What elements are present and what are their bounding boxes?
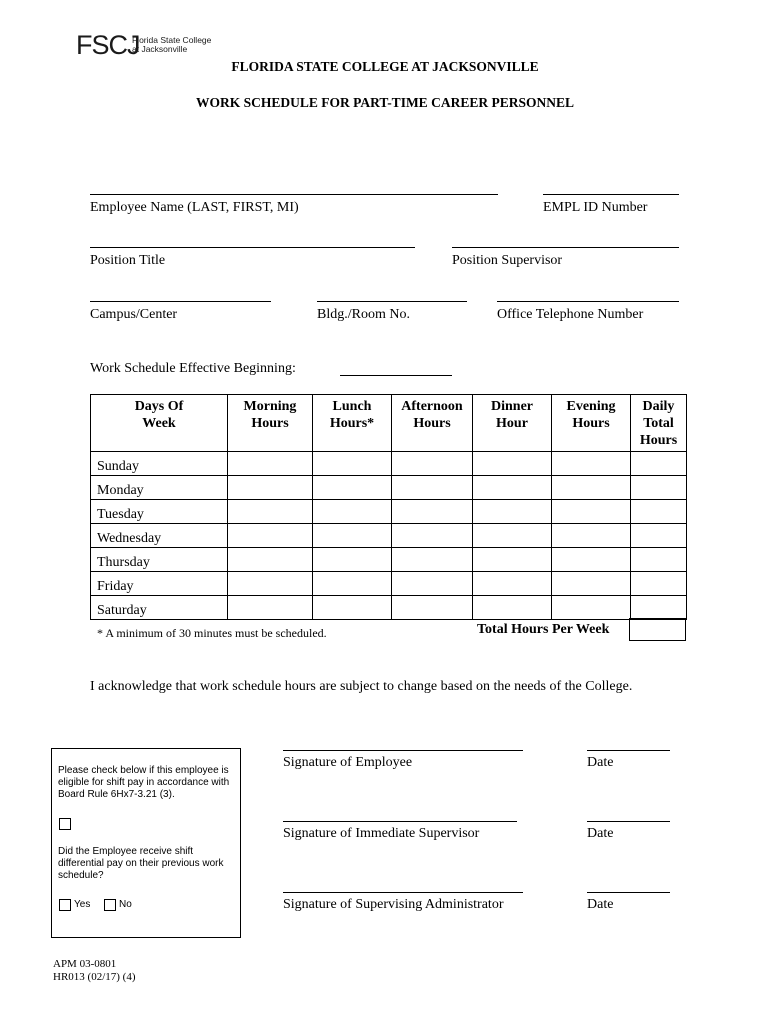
logo-line-2: at Jacksonville [132,44,188,54]
hours-cell[interactable] [392,476,473,500]
hours-cell[interactable] [228,500,313,524]
supervisor-date-label: Date [587,826,614,841]
hours-cell[interactable] [631,452,687,476]
hours-cell[interactable] [313,524,392,548]
footer-line-1: APM 03-0801 [53,958,117,970]
shift-pay-box [51,748,241,938]
administrator-signature-label: Signature of Supervising Administrator [283,897,504,912]
lunch-note: * A minimum of 30 minutes must be scheduled. [97,626,327,640]
hours-cell[interactable] [552,596,631,620]
hours-cell[interactable] [473,452,552,476]
schedule-table [90,394,687,620]
hours-cell[interactable] [473,524,552,548]
acknowledgement-text: I acknowledge that work schedule hours are subject to change based on the needs of the College. [90,679,633,694]
hours-cell[interactable] [313,452,392,476]
position-supervisor-line[interactable] [452,247,679,248]
effective-label: Work Schedule Effective Beginning: [90,361,296,376]
effective-date-line[interactable] [340,375,452,376]
hours-cell[interactable] [631,476,687,500]
hours-cell[interactable] [631,572,687,596]
no-checkbox[interactable] [104,899,116,911]
position-title-line[interactable] [90,247,415,248]
hours-cell[interactable] [392,524,473,548]
total-hours-label: Total Hours Per Week [477,622,610,637]
day-label: Tuesday [91,500,228,524]
empl-id-label: EMPL ID Number [543,200,648,215]
hours-cell[interactable] [552,524,631,548]
hours-cell[interactable] [631,596,687,620]
header-dinner: Dinner Hour [473,395,552,452]
hours-cell[interactable] [228,596,313,620]
table-row [91,572,687,596]
day-label: Saturday [91,596,228,620]
shift-previous-text: Did the Employee receive shift differential pay on their previous work schedule? [58,846,224,881]
yes-checkbox[interactable] [59,899,71,911]
phone-label: Office Telephone Number [497,307,644,322]
hours-cell[interactable] [313,500,392,524]
header-days: Days Of Week [91,395,228,452]
table-row [91,452,687,476]
header-lunch: Lunch Hours* [313,395,392,452]
employee-signature-line[interactable] [283,750,523,751]
bldg-label: Bldg./Room No. [317,307,410,322]
form-code [53,958,136,984]
empl-id-line[interactable] [543,194,679,195]
hours-cell[interactable] [552,548,631,572]
position-supervisor-label: Position Supervisor [452,253,563,268]
schedule-header-row [91,395,687,452]
hours-cell[interactable] [392,548,473,572]
table-row [91,476,687,500]
hours-cell[interactable] [313,548,392,572]
day-label: Wednesday [91,524,228,548]
table-row [91,548,687,572]
day-label: Thursday [91,548,228,572]
day-label: Monday [91,476,228,500]
page-title: FLORIDA STATE COLLEGE AT JACKSONVILLE [231,59,539,74]
hours-cell[interactable] [631,500,687,524]
day-label: Friday [91,572,228,596]
header-morning: Morning Hours [228,395,313,452]
administrator-date-label: Date [587,897,614,912]
hours-cell[interactable] [473,548,552,572]
hours-cell[interactable] [631,524,687,548]
table-row [91,524,687,548]
shift-eligible-checkbox[interactable] [59,818,71,830]
employee-date-label: Date [587,755,614,770]
hours-cell[interactable] [552,500,631,524]
hours-cell[interactable] [473,572,552,596]
hours-cell[interactable] [392,500,473,524]
hours-cell[interactable] [552,572,631,596]
table-row [91,500,687,524]
hours-cell[interactable] [473,476,552,500]
administrator-date-line[interactable] [587,892,670,893]
hours-cell[interactable] [552,476,631,500]
logo-line-1: Florida State College [132,35,212,45]
total-hours-box[interactable] [629,618,686,641]
hours-cell[interactable] [228,572,313,596]
bldg-line[interactable] [317,301,467,302]
logo-subtitle [132,36,222,54]
supervisor-date-line[interactable] [587,821,670,822]
hours-cell[interactable] [313,476,392,500]
header-daily-total: Daily Total Hours [631,395,687,452]
employee-name-label: Employee Name (LAST, FIRST, MI) [90,200,299,215]
logo-mark: FSCJ [76,30,140,60]
campus-line[interactable] [90,301,271,302]
campus-label: Campus/Center [90,307,178,322]
hours-cell[interactable] [392,596,473,620]
hours-cell[interactable] [552,452,631,476]
phone-line[interactable] [497,301,679,302]
hours-cell[interactable] [392,572,473,596]
header-evening: Evening Hours [552,395,631,452]
hours-cell[interactable] [313,596,392,620]
hours-cell[interactable] [228,476,313,500]
employee-name-line[interactable] [90,194,498,195]
hours-cell[interactable] [228,452,313,476]
day-label: Sunday [91,452,228,476]
hours-cell[interactable] [631,548,687,572]
hours-cell[interactable] [473,596,552,620]
hours-cell[interactable] [313,572,392,596]
supervisor-signature-label: Signature of Immediate Supervisor [283,826,480,841]
supervisor-signature-line[interactable] [283,821,517,822]
hours-cell[interactable] [473,500,552,524]
administrator-signature-line[interactable] [283,892,523,893]
hours-cell[interactable] [228,548,313,572]
footer-line-2: HR013 (02/17) (4) [53,971,136,983]
yes-label: Yes [74,899,91,910]
page-subtitle: WORK SCHEDULE FOR PART-TIME CAREER PERSONNEL [196,95,574,110]
table-row [91,596,687,620]
hours-cell[interactable] [392,452,473,476]
employee-date-line[interactable] [587,750,670,751]
header-afternoon: Afternoon Hours [392,395,473,452]
employee-signature-label: Signature of Employee [283,755,413,770]
shift-eligibility-text: Please check below if this employee is eligible for shift pay in accordance with Board Rule 6Hx7-3.21 (3). [58,765,230,800]
position-title-label: Position Title [90,253,166,268]
no-label: No [119,899,132,910]
hours-cell[interactable] [228,524,313,548]
